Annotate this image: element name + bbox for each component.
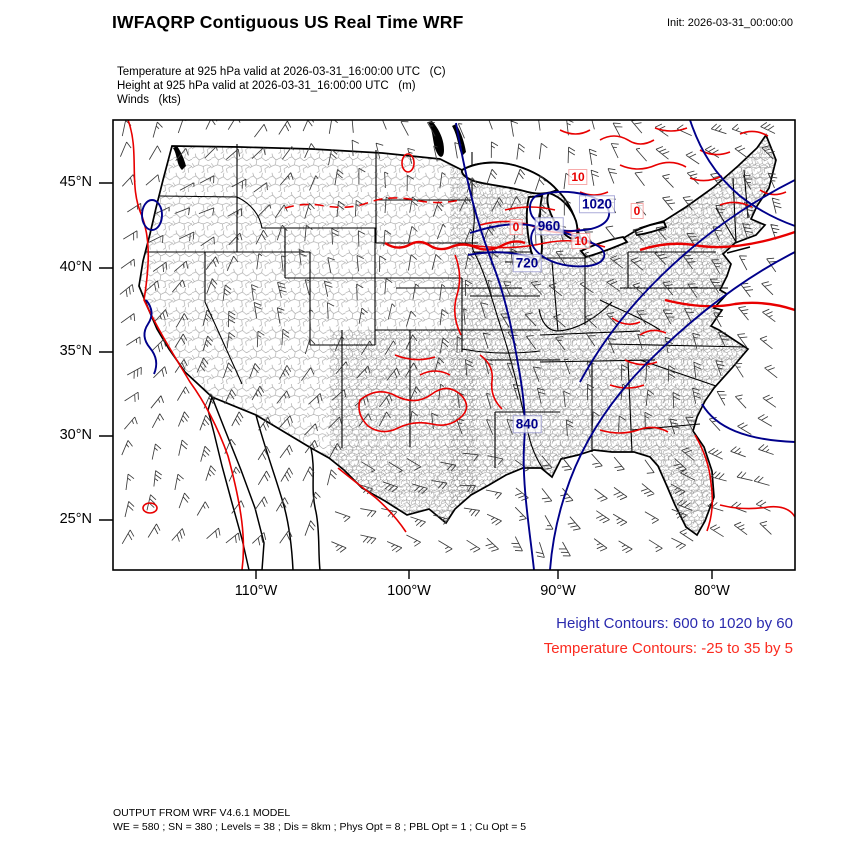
- legend-temperature-contours: Temperature Contours: -25 to 35 by 5: [543, 640, 793, 657]
- temperature-contour-label: 0: [631, 203, 644, 219]
- height-contour-label: 960: [535, 217, 564, 235]
- height-contour-label: 720: [513, 254, 542, 272]
- lat-tick-label: 40°N: [59, 259, 92, 275]
- field-description-winds: Winds (kts): [117, 94, 181, 106]
- temperature-contour-label: 0: [510, 219, 523, 235]
- county-mesh: [113, 120, 795, 570]
- legend-height-contours: Height Contours: 600 to 1020 by 60: [556, 615, 793, 632]
- lat-tick-label: 45°N: [59, 174, 92, 190]
- footer-model-config: WE = 580 ; SN = 380 ; Levels = 38 ; Dis = 8km ; Phys Opt = 8 ; PBL Opt = 1 ; Cu Opt = 5: [113, 821, 527, 833]
- lon-tick-label: 80°W: [694, 583, 730, 599]
- lat-tick-label: 25°N: [59, 511, 92, 527]
- lon-tick-label: 110°W: [234, 583, 278, 599]
- temperature-contour-label: 10: [571, 233, 590, 249]
- footer-model-version: OUTPUT FROM WRF V4.6.1 MODEL: [113, 807, 291, 819]
- lat-tick-label: 35°N: [59, 343, 92, 359]
- height-contour-label: 840: [513, 415, 542, 433]
- temperature-contour-label: 10: [568, 169, 587, 185]
- page-title: IWFAQRP Contiguous US Real Time WRF: [112, 12, 464, 32]
- field-description-temperature: Temperature at 925 hPa valid at 2026-03-31_16:00:00 UTC (C): [117, 66, 446, 78]
- height-contour-label: 1020: [579, 195, 615, 213]
- init-timestamp: Init: 2026-03-31_00:00:00: [667, 17, 793, 29]
- field-description-height: Height at 925 hPa valid at 2026-03-31_16:00:00 UTC (m): [117, 80, 416, 92]
- lat-tick-label: 30°N: [59, 427, 92, 443]
- lon-tick-label: 90°W: [540, 583, 576, 599]
- lon-tick-label: 100°W: [387, 583, 431, 599]
